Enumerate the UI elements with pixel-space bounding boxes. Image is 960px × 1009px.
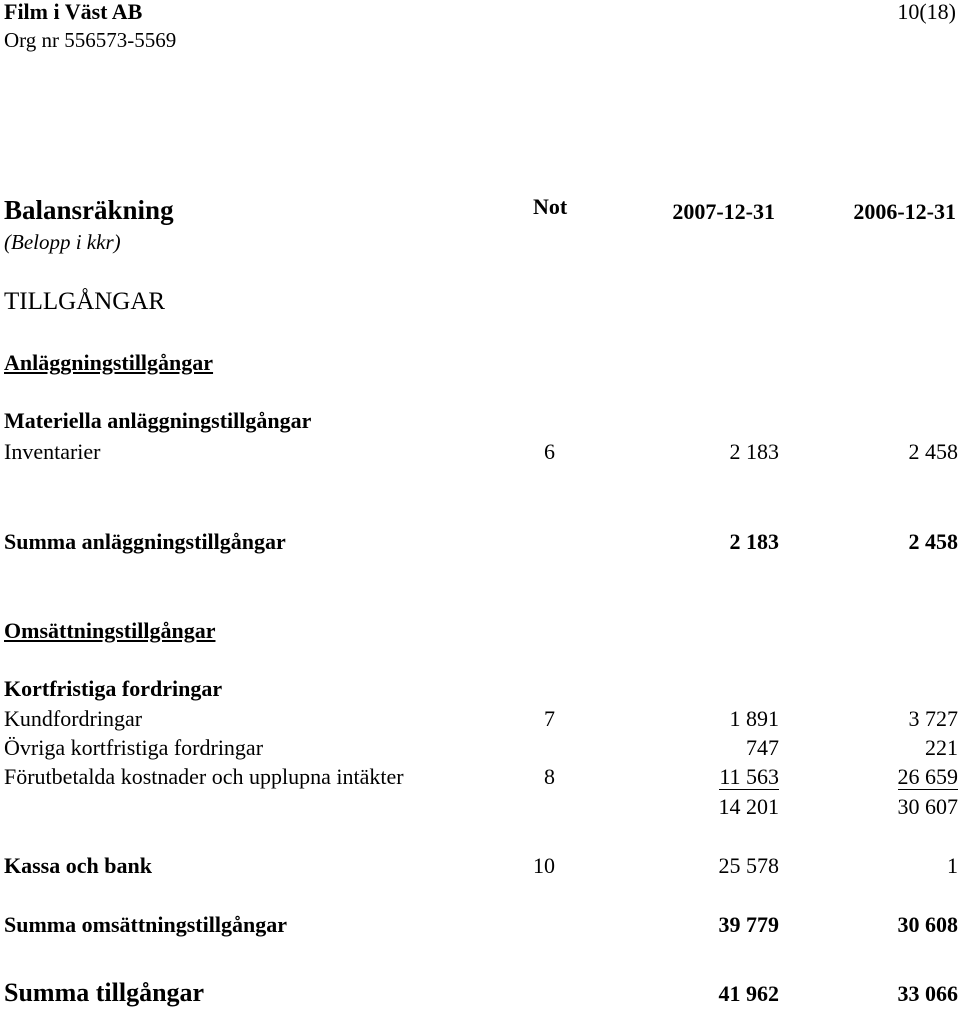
company-name: Film i Väst AB [4,0,143,24]
current-assets-heading: Omsättningstillgångar [4,618,216,643]
org-number: Org nr 556573-5569 [4,28,177,52]
subtotal-value-2006-receivables: 30 607 [897,794,958,819]
row-label-receivable: Kundfordringar [4,706,143,731]
grand-total-value-2006: 33 066 [897,981,958,1006]
fixed-assets-heading: Anläggningstillgångar [4,350,214,375]
total-label-fixed-assets: Summa anläggningstillgångar [4,529,286,554]
row-label-other-receivables: Övriga kortfristiga fordringar [4,735,264,760]
section-heading-assets: TILLGÅNGAR [4,288,166,315]
total-value-2007-current-assets: 39 779 [718,912,779,937]
grand-total-label: Summa tillgångar [4,978,205,1007]
row-label-prepaid-expenses: Förutbetalda kostnader och upplupna intäkter [4,764,404,789]
page-number: 10(18) [897,0,956,24]
page-title: Balansräkning [4,195,174,225]
row-value-2007-inventory: 2 183 [729,439,779,464]
total-value-2007-fixed-assets: 2 183 [729,529,779,554]
row-value-2007-prepaid-expenses [719,764,779,790]
total-value-2006-fixed-assets: 2 458 [908,529,958,554]
column-header-2007: 2007-12-31 [672,199,775,224]
row-note-prepaid-expenses: 8 [544,764,555,789]
row-value-2006-receivable: 3 727 [908,706,958,731]
row-value-2006-other-receivables: 221 [925,735,958,760]
subtotal-value-2007-receivables: 14 201 [718,794,779,819]
row-value-2007-receivable: 1 891 [729,706,779,731]
page-subtitle: (Belopp i kkr) [4,230,121,254]
row-note-cash: 10 [533,853,555,878]
row-value-2006-inventory: 2 458 [908,439,958,464]
column-header-note: Not [533,194,568,219]
row-value-2006-cash: 1 [947,853,958,878]
row-note-inventory: 6 [544,439,555,464]
row-value-2007-other-receivables: 747 [746,735,779,760]
total-value-2006-current-assets: 30 608 [897,912,958,937]
row-label-inventory: Inventarier [4,439,101,464]
underlined-value: 11 563 [719,764,779,789]
tangible-assets-heading: Materiella anläggningstillgångar [4,408,312,433]
row-value-2007-cash: 25 578 [718,853,779,878]
receivables-heading: Kortfristiga fordringar [4,676,223,701]
column-header-2006: 2006-12-31 [853,199,956,224]
total-label-current-assets: Summa omsättningstillgångar [4,912,287,937]
row-value-2006-prepaid-expenses [898,764,959,790]
grand-total-value-2007: 41 962 [718,981,779,1006]
row-note-receivable: 7 [544,706,555,731]
row-label-cash: Kassa och bank [4,853,152,878]
underlined-value: 26 659 [897,764,958,789]
